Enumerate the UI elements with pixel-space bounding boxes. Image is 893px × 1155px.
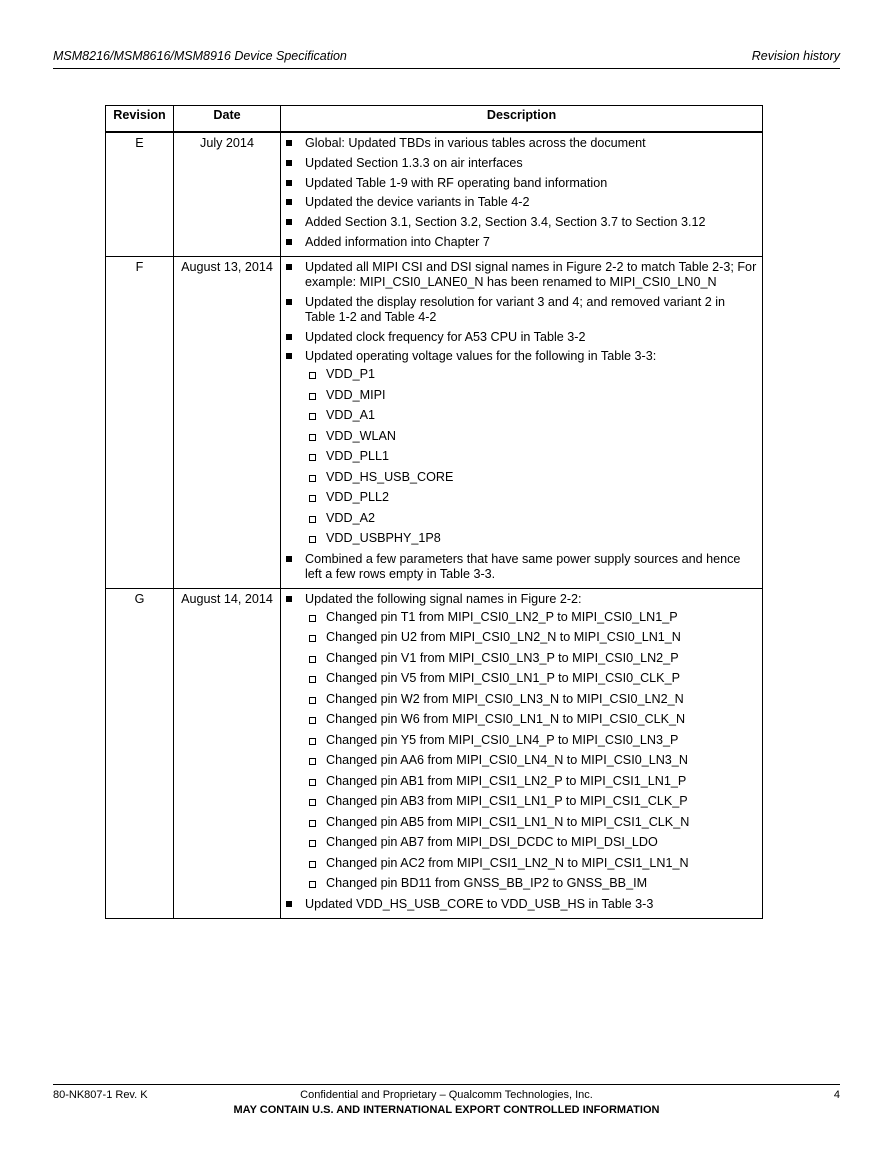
bullet-item (305, 330, 758, 345)
document-title: MSM8216/MSM8616/MSM8916 Device Specification (53, 49, 347, 63)
sub-bullet-item: Changed pin AA6 from MIPI_CSI0_LN4_N to MIPI_CSI0_LN3_N (326, 753, 758, 768)
revision-cell: E (106, 132, 174, 256)
bullet-item (305, 897, 758, 912)
date-cell: August 14, 2014 (174, 588, 281, 918)
section-title: Revision history (751, 49, 840, 63)
sub-bullet-list (305, 367, 758, 546)
sub-bullet-item: Changed pin T1 from MIPI_CSI0_LN2_P to MIPI_CSI0_LN1_P (326, 610, 758, 625)
sub-bullet-item: VDD_P1 (326, 367, 758, 382)
bullet-item (305, 235, 758, 250)
bullet-item (305, 552, 758, 582)
bullet-list (305, 260, 758, 582)
sub-bullet-item: Changed pin AB1 from MIPI_CSI1_LN2_P to MIPI_CSI1_LN1_P (326, 774, 758, 789)
bullet-text: Updated operating voltage values for the following in Table 3-3: (305, 349, 657, 364)
sub-bullet-item: Changed pin BD11 from GNSS_BB_IP2 to GNSS_BB_IM (326, 876, 758, 891)
sub-bullet-item: VDD_PLL1 (326, 449, 758, 464)
bullet-text: Combined a few parameters that have same power supply sources and hence left a few rows empty in Table 3-3. (305, 551, 741, 581)
table-header-row (106, 106, 763, 133)
bullet-text: Updated VDD_HS_USB_CORE to VDD_USB_HS in Table 3-3 (305, 896, 654, 911)
revision-history-table (105, 105, 763, 919)
bullet-list (305, 136, 758, 250)
bullet-text: Updated all MIPI CSI and DSI signal names in Figure 2-2 to match Table 2-3; For example: MIPI_CSI0_LANE0_N has been renamed to MIPI_CSI0_LN0_N (305, 259, 757, 289)
bullet-text: Updated Section 1.3.3 on air interfaces (305, 155, 523, 170)
doc-number: 80-NK807-1 Rev. K (53, 1089, 148, 1101)
sub-bullet-item: VDD_WLAN (326, 429, 758, 444)
bullet-text: Added Section 3.1, Section 3.2, Section 3.4, Section 3.7 to Section 3.12 (305, 215, 706, 230)
date-cell: August 13, 2014 (174, 256, 281, 588)
sub-bullet-list (305, 610, 758, 892)
sub-bullet-item: VDD_PLL2 (326, 490, 758, 505)
revision-cell: F (106, 256, 174, 588)
bullet-item (305, 260, 758, 290)
table-row (106, 588, 763, 918)
revision-cell: G (106, 588, 174, 918)
table-row (106, 132, 763, 256)
column-header-date: Date (174, 106, 281, 133)
bullet-text: Added information into Chapter 7 (305, 234, 490, 249)
sub-bullet-item: Changed pin AB7 from MIPI_DSI_DCDC to MIPI_DSI_LDO (326, 835, 758, 850)
bullet-item (305, 136, 758, 151)
sub-bullet-item: Changed pin V1 from MIPI_CSI0_LN3_P to MIPI_CSI0_LN2_P (326, 651, 758, 666)
bullet-item (305, 349, 758, 546)
confidential-notice: Confidential and Proprietary – Qualcomm Technologies, Inc. (300, 1089, 593, 1101)
sub-bullet-item: VDD_USBPHY_1P8 (326, 531, 758, 546)
bullet-item (305, 176, 758, 191)
sub-bullet-item: Changed pin AC2 from MIPI_CSI1_LN2_N to MIPI_CSI1_LN1_N (326, 856, 758, 871)
bullet-text: Updated the device variants in Table 4-2 (305, 195, 530, 210)
sub-bullet-item: VDD_A2 (326, 511, 758, 526)
bullet-item (305, 592, 758, 892)
sub-bullet-item: Changed pin V5 from MIPI_CSI0_LN1_P to MIPI_CSI0_CLK_P (326, 671, 758, 686)
bullet-item (305, 295, 758, 325)
page-footer (53, 1084, 840, 1116)
column-header-description: Description (281, 106, 763, 133)
bullet-text: Updated the display resolution for variant 3 and 4; and removed variant 2 in Table 1-2 and Table 4-2 (305, 294, 726, 324)
bullet-item (305, 195, 758, 210)
table-row (106, 256, 763, 588)
table-body (106, 132, 763, 918)
export-warning: MAY CONTAIN U.S. AND INTERNATIONAL EXPORT CONTROLLED INFORMATION (233, 1104, 660, 1116)
sub-bullet-item: VDD_MIPI (326, 388, 758, 403)
date-cell: July 2014 (174, 132, 281, 256)
bullet-text: Updated the following signal names in Figure 2-2: (305, 591, 582, 606)
sub-bullet-item: Changed pin AB3 from MIPI_CSI1_LN1_P to MIPI_CSI1_CLK_P (326, 794, 758, 809)
page-number: 4 (833, 1089, 840, 1101)
bullet-list (305, 592, 758, 912)
description-cell (281, 132, 763, 256)
bullet-text: Updated clock frequency for A53 CPU in Table 3-2 (305, 329, 586, 344)
description-cell (281, 588, 763, 918)
bullet-text: Updated Table 1-9 with RF operating band information (305, 175, 608, 190)
bullet-item (305, 156, 758, 171)
sub-bullet-item: Changed pin U2 from MIPI_CSI0_LN2_N to MIPI_CSI0_LN1_N (326, 630, 758, 645)
sub-bullet-item: Changed pin AB5 from MIPI_CSI1_LN1_N to MIPI_CSI1_CLK_N (326, 815, 758, 830)
sub-bullet-item: VDD_HS_USB_CORE (326, 470, 758, 485)
sub-bullet-item: Changed pin Y5 from MIPI_CSI0_LN4_P to MIPI_CSI0_LN3_P (326, 733, 758, 748)
column-header-revision: Revision (106, 106, 174, 133)
bullet-item (305, 215, 758, 230)
sub-bullet-item: Changed pin W2 from MIPI_CSI0_LN3_N to MIPI_CSI0_LN2_N (326, 692, 758, 707)
page-header (53, 48, 840, 69)
bullet-text: Global: Updated TBDs in various tables across the document (305, 136, 646, 150)
sub-bullet-item: VDD_A1 (326, 408, 758, 423)
description-cell (281, 256, 763, 588)
sub-bullet-item: Changed pin W6 from MIPI_CSI0_LN1_N to MIPI_CSI0_CLK_N (326, 712, 758, 727)
